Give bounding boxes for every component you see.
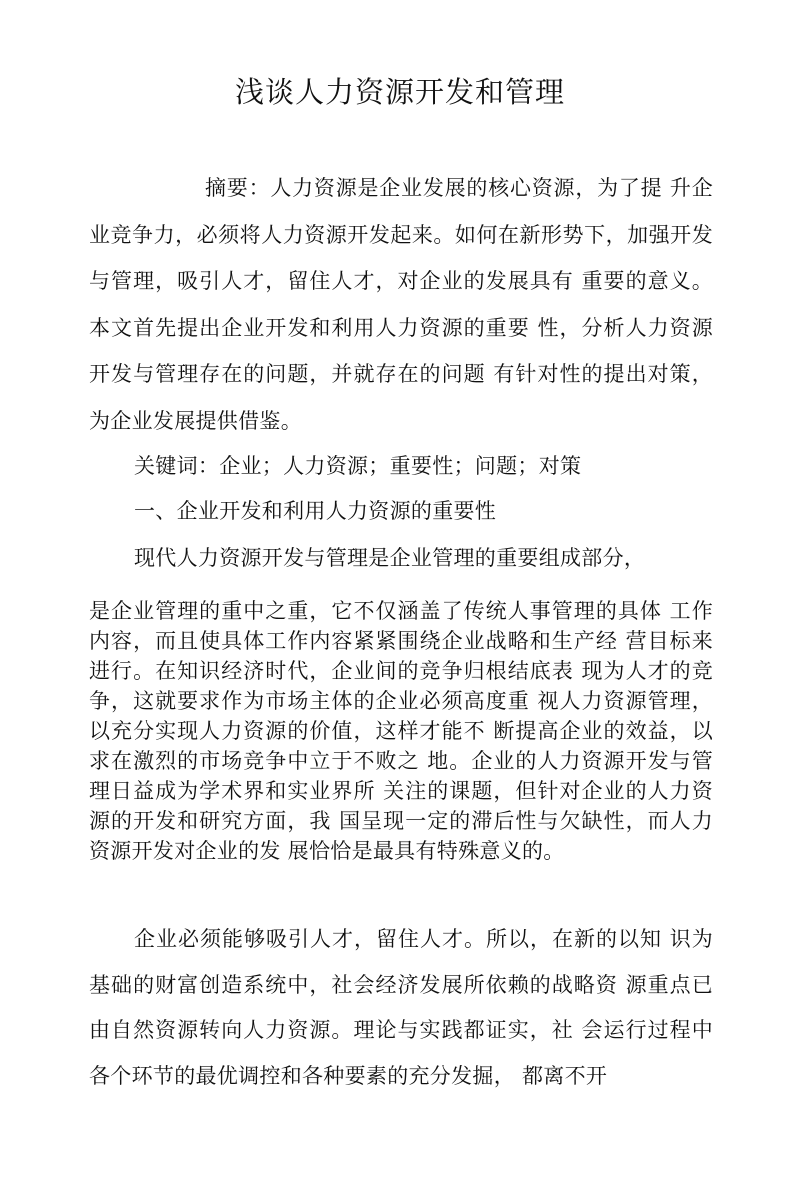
section-intro-paragraph: 现代人力资源开发与管理是企业管理的重要组成部分，: [134, 546, 646, 570]
abstract-paragraph: 摘要：人力资源是企业发展的核心资源，为了提 升企业竞争力，必须将人力资源开发起来。如何在新形势下，加强开发与管理，吸引人才，留住人才，对企业的发展具有 重要的意义。本文首先提出企业开发和利用人力资源的重要 性，分析人力资源开发与管理存在的问题，并就存在的问题 有针对性的提出对策，为企业发展提供借鉴。: [89, 176, 713, 433]
section-body-paragraph-2: 企业必须能够吸引人才，留住人才。所以，在新的以知 识为基础的财富创造系统中，社会经济发展所依赖的战略资 源重点已由自然资源转向人力资源。理论与实践都证实，社 会运行过程中各个环节的最优调控和各种要素的充分发掘， 都离不开: [89, 927, 713, 1088]
keywords-line: 关键词：企业；人力资源；重要性；问题；对策: [134, 454, 582, 478]
document-title: 浅谈人力资源开发和管理: [234, 75, 565, 109]
section-heading: 一、企业开发和利用人力资源的重要性: [134, 499, 497, 523]
section-body-paragraph: 是企业管理的重中之重，它不仅涵盖了传统人事管理的具体 工作内容，而且使具体工作内容紧紧围绕企业战略和生产经 营目标来进行。在知识经济时代，企业间的竞争归根结底表 现为人才的竞争，这就要求作为市场主体的企业必须高度重 视人力资源管理，以充分实现人力资源的价值，这样才能不 断提高企业的效益，以求在激烈的市场竞争中立于不败之 地。企业的人力资源开发与管理日益成为学术界和实业界所 关注的课题，但针对企业的人力资源的开发和研究方面，我 国呈现一定的滞后性与欠缺性，而人力资源开发对企业的发 展恰恰是最具有特殊意义的。: [89, 599, 713, 863]
